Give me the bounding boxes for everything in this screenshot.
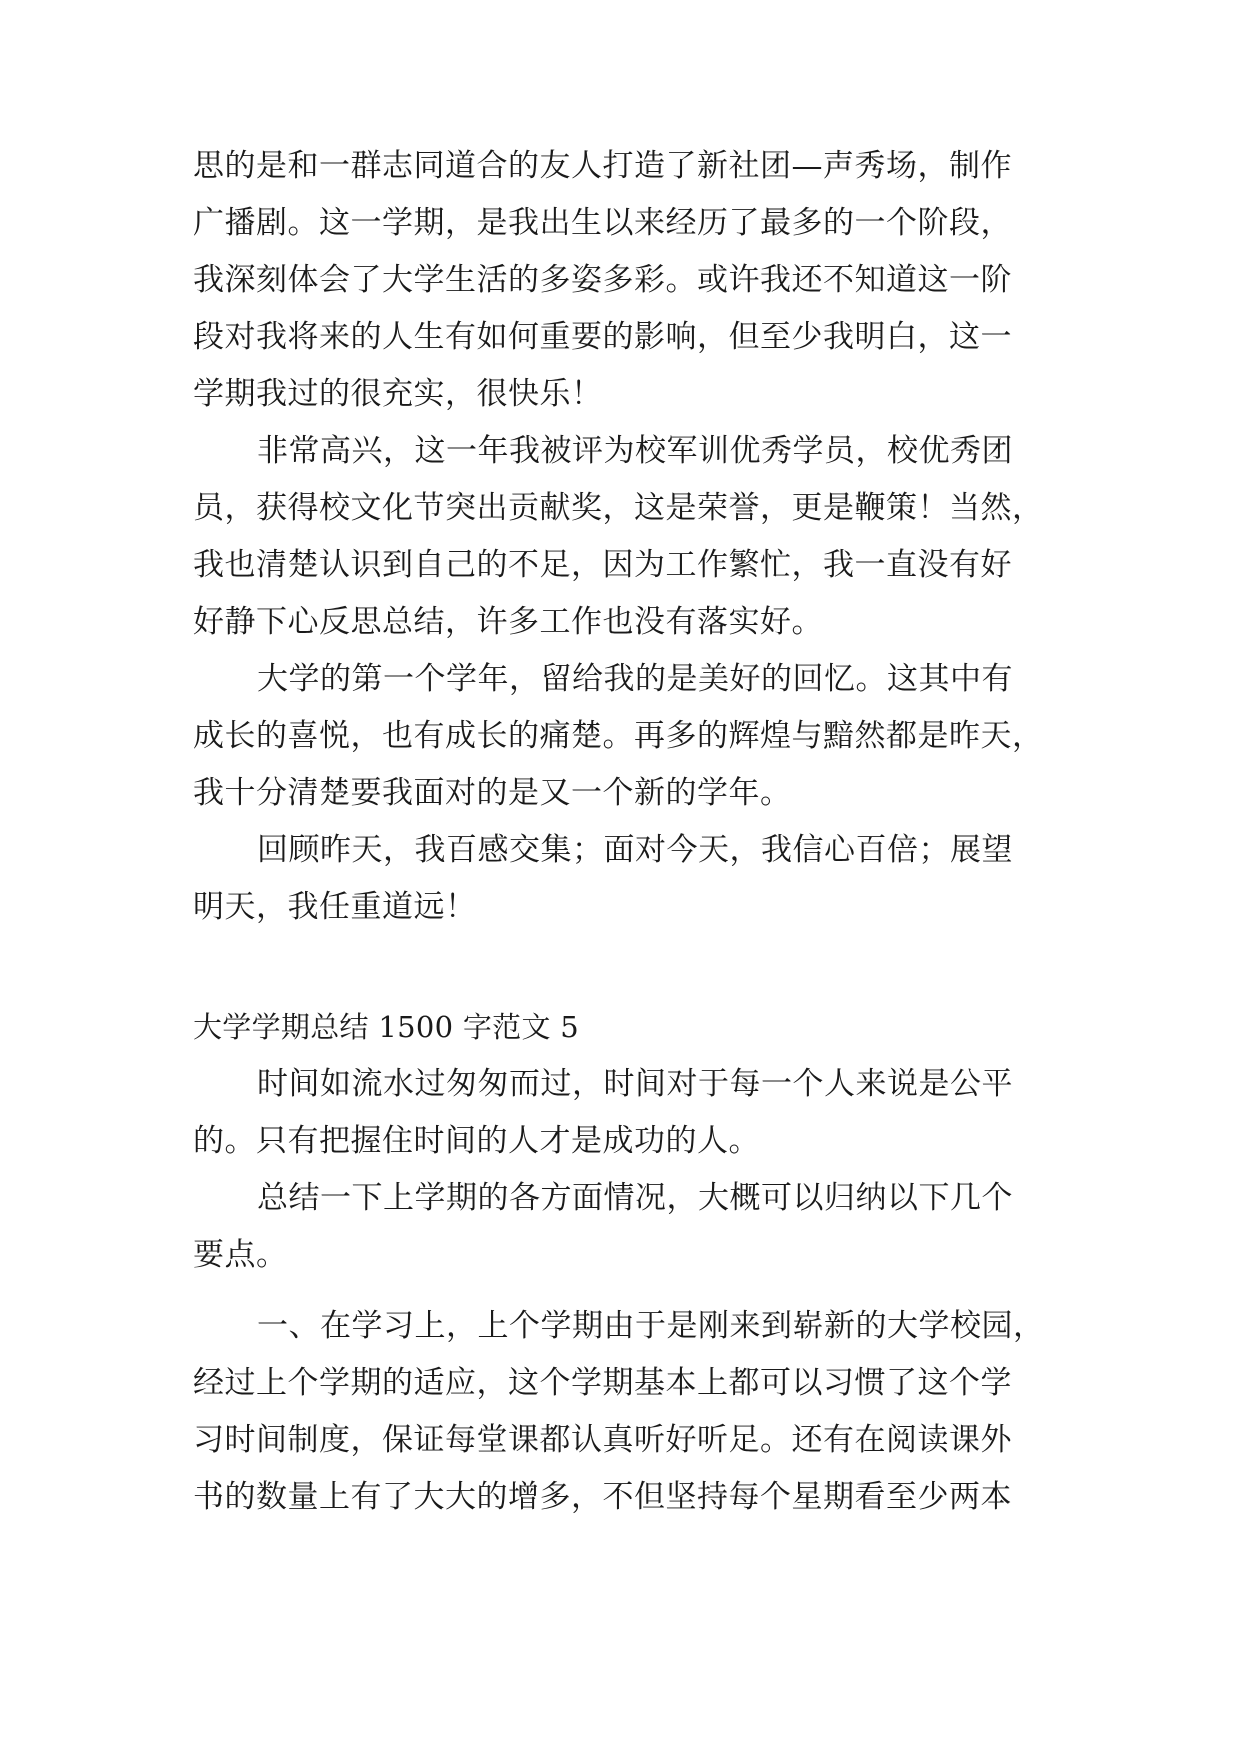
paragraph-line: 明天，我任重道远！ <box>193 889 477 925</box>
paragraph-line: 学期我过的很充实，很快乐！ <box>193 376 603 412</box>
paragraph-line: 经过上个学期的适应，这个学期基本上都可以习惯了这个学 <box>193 1365 1012 1401</box>
paragraph-line: 员，获得校文化节突出贡献奖，这是荣誉，更是鞭策！当然， <box>193 490 1044 526</box>
paragraph-line: 我十分清楚要我面对的是又一个新的学年。 <box>193 775 792 811</box>
paragraph-line: 思的是和一群志同道合的友人打造了新社团—声秀场，制作 <box>193 148 1012 184</box>
paragraph-line: 时间如流水过匆匆而过，时间对于每一个人来说是公平 <box>257 1066 1013 1102</box>
paragraph-line: 一、在学习上，上个学期由于是刚来到崭新的大学校园， <box>257 1308 1045 1344</box>
paragraph-line: 我深刻体会了大学生活的多姿多彩。或许我还不知道这一阶 <box>193 262 1012 298</box>
paragraph-line: 习时间制度，保证每堂课都认真听好听足。还有在阅读课外 <box>193 1422 1012 1458</box>
paragraph-line: 大学的第一个学年，留给我的是美好的回忆。这其中有 <box>257 661 1013 697</box>
paragraph-line: 回顾昨天，我百感交集；面对今天，我信心百倍；展望 <box>257 832 1013 868</box>
paragraph-line: 书的数量上有了大大的增多，不但坚持每个星期看至少两本 <box>193 1479 1012 1515</box>
paragraph-line: 段对我将来的人生有如何重要的影响，但至少我明白，这一 <box>193 319 1012 355</box>
paragraph-line: 的。只有把握住时间的人才是成功的人。 <box>193 1123 760 1159</box>
section-heading: 大学学期总结 1500 字范文 5 <box>193 1010 580 1044</box>
paragraph-line: 总结一下上学期的各方面情况，大概可以归纳以下几个 <box>257 1180 1013 1216</box>
paragraph-line: 广播剧。这一学期，是我出生以来经历了最多的一个阶段， <box>193 205 1012 241</box>
paragraph-line: 我也清楚认识到自己的不足，因为工作繁忙，我一直没有好 <box>193 547 1012 583</box>
paragraph-line: 好静下心反思总结，许多工作也没有落实好。 <box>193 604 823 640</box>
paragraph-line: 非常高兴，这一年我被评为校军训优秀学员，校优秀团 <box>257 433 1013 469</box>
paragraph-line: 要点。 <box>193 1237 288 1273</box>
paragraph-line: 成长的喜悦，也有成长的痛楚。再多的辉煌与黯然都是昨天， <box>193 718 1044 754</box>
